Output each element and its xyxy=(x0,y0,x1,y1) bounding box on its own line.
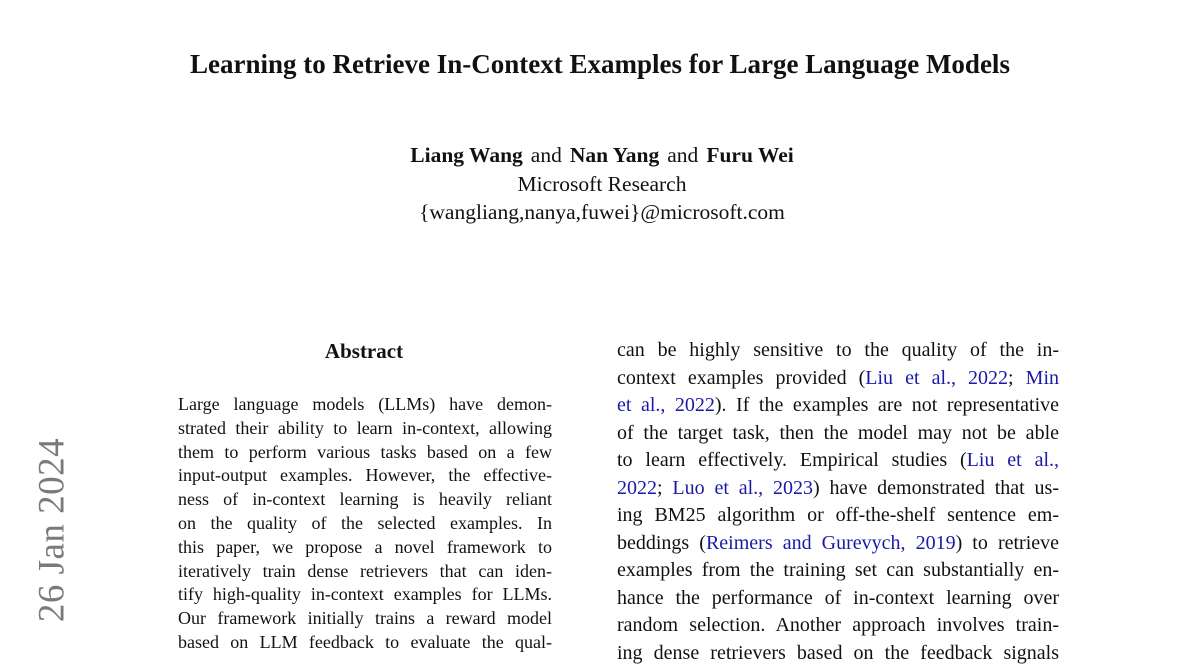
abstract-body xyxy=(178,393,552,655)
body-line: context examples provided (Liu et al., 2022; Min xyxy=(617,365,1059,393)
body-text: to learn effectively. Empirical studies xyxy=(617,449,960,471)
paper-title: Learning to Retrieve In-Context Examples for Large Language Models xyxy=(0,46,1200,82)
citation-link[interactable]: Liu et al., 2022 xyxy=(865,367,1008,389)
body-text: ). If the examples are not representative xyxy=(715,394,1059,416)
body-line: to learn effectively. Empirical studies (Liu et al., xyxy=(617,447,1059,475)
abstract-line: iteratively train dense retrievers that can iden- xyxy=(178,560,552,584)
abstract-line: input-output examples. However, the effective- xyxy=(178,464,552,488)
citation-link[interactable]: Min xyxy=(1026,367,1059,389)
email: {wangliang,nanya,fuwei}@microsoft.com xyxy=(0,198,1200,227)
abstract-line: on the quality of the selected examples. In xyxy=(178,512,552,536)
body-line: hance the performance of in-context learning over xyxy=(617,585,1059,613)
abstract-heading: Abstract xyxy=(178,337,550,365)
abstract-line: this paper, we propose a novel framework to xyxy=(178,536,552,560)
author-list xyxy=(0,141,1200,170)
abstract-line: strated their ability to learn in-context, allowing xyxy=(178,417,552,441)
abstract-line: Large language models (LLMs) have demon- xyxy=(178,393,552,417)
body-line xyxy=(617,475,1059,503)
author-separator: and xyxy=(531,143,562,167)
citation-link[interactable]: Liu et al., xyxy=(967,449,1059,471)
body-line: ing dense retrievers based on the feedback signals xyxy=(617,640,1059,667)
body-text: beddings xyxy=(617,532,699,554)
body-line: examples from the training set can substantially en- xyxy=(617,557,1059,585)
body-line xyxy=(617,392,1059,420)
body-text: ) have demonstrated that us- xyxy=(813,477,1059,499)
abstract-line: them to perform various tasks based on a few xyxy=(178,441,552,465)
body-line: random selection. Another approach involves train- xyxy=(617,612,1059,640)
abstract-line: tify high-quality in-context examples for LLMs. xyxy=(178,583,552,607)
author-separator: and xyxy=(667,143,698,167)
author-name: Liang Wang xyxy=(410,143,523,167)
body-line: ing BM25 algorithm or off-the-shelf sentence em- xyxy=(617,502,1059,530)
body-line: can be highly sensitive to the quality of the in- xyxy=(617,337,1059,365)
affiliation: Microsoft Research xyxy=(0,170,1200,199)
body-text: context examples provided xyxy=(617,367,859,389)
author-name: Nan Yang xyxy=(570,143,659,167)
arxiv-date-text: 26 Jan 2024 xyxy=(31,438,74,622)
abstract-line: ness of in-context learning is heavily reliant xyxy=(178,488,552,512)
citation-separator: ; xyxy=(657,477,672,499)
citation-link[interactable]: Reimers and Gurevych, 2019 xyxy=(706,532,956,554)
body-text: ) to retrieve xyxy=(956,532,1059,554)
abstract-line: Our framework initially trains a reward model xyxy=(178,607,552,631)
citation-separator: ; xyxy=(1008,367,1026,389)
arxiv-date-stamp xyxy=(32,430,72,630)
body-line: of the target task, then the model may not be able xyxy=(617,420,1059,448)
citation-link[interactable]: 2022 xyxy=(617,477,657,499)
citation-link[interactable]: et al., 2022 xyxy=(617,394,715,416)
body-line: beddings (Reimers and Gurevych, 2019) to retrieve xyxy=(617,530,1059,558)
citation-link[interactable]: Luo et al., 2023 xyxy=(672,477,813,499)
intro-column xyxy=(617,337,1059,667)
author-name: Furu Wei xyxy=(706,143,793,167)
author-block xyxy=(0,141,1200,227)
abstract-line: based on LLM feedback to evaluate the qual- xyxy=(178,631,552,655)
